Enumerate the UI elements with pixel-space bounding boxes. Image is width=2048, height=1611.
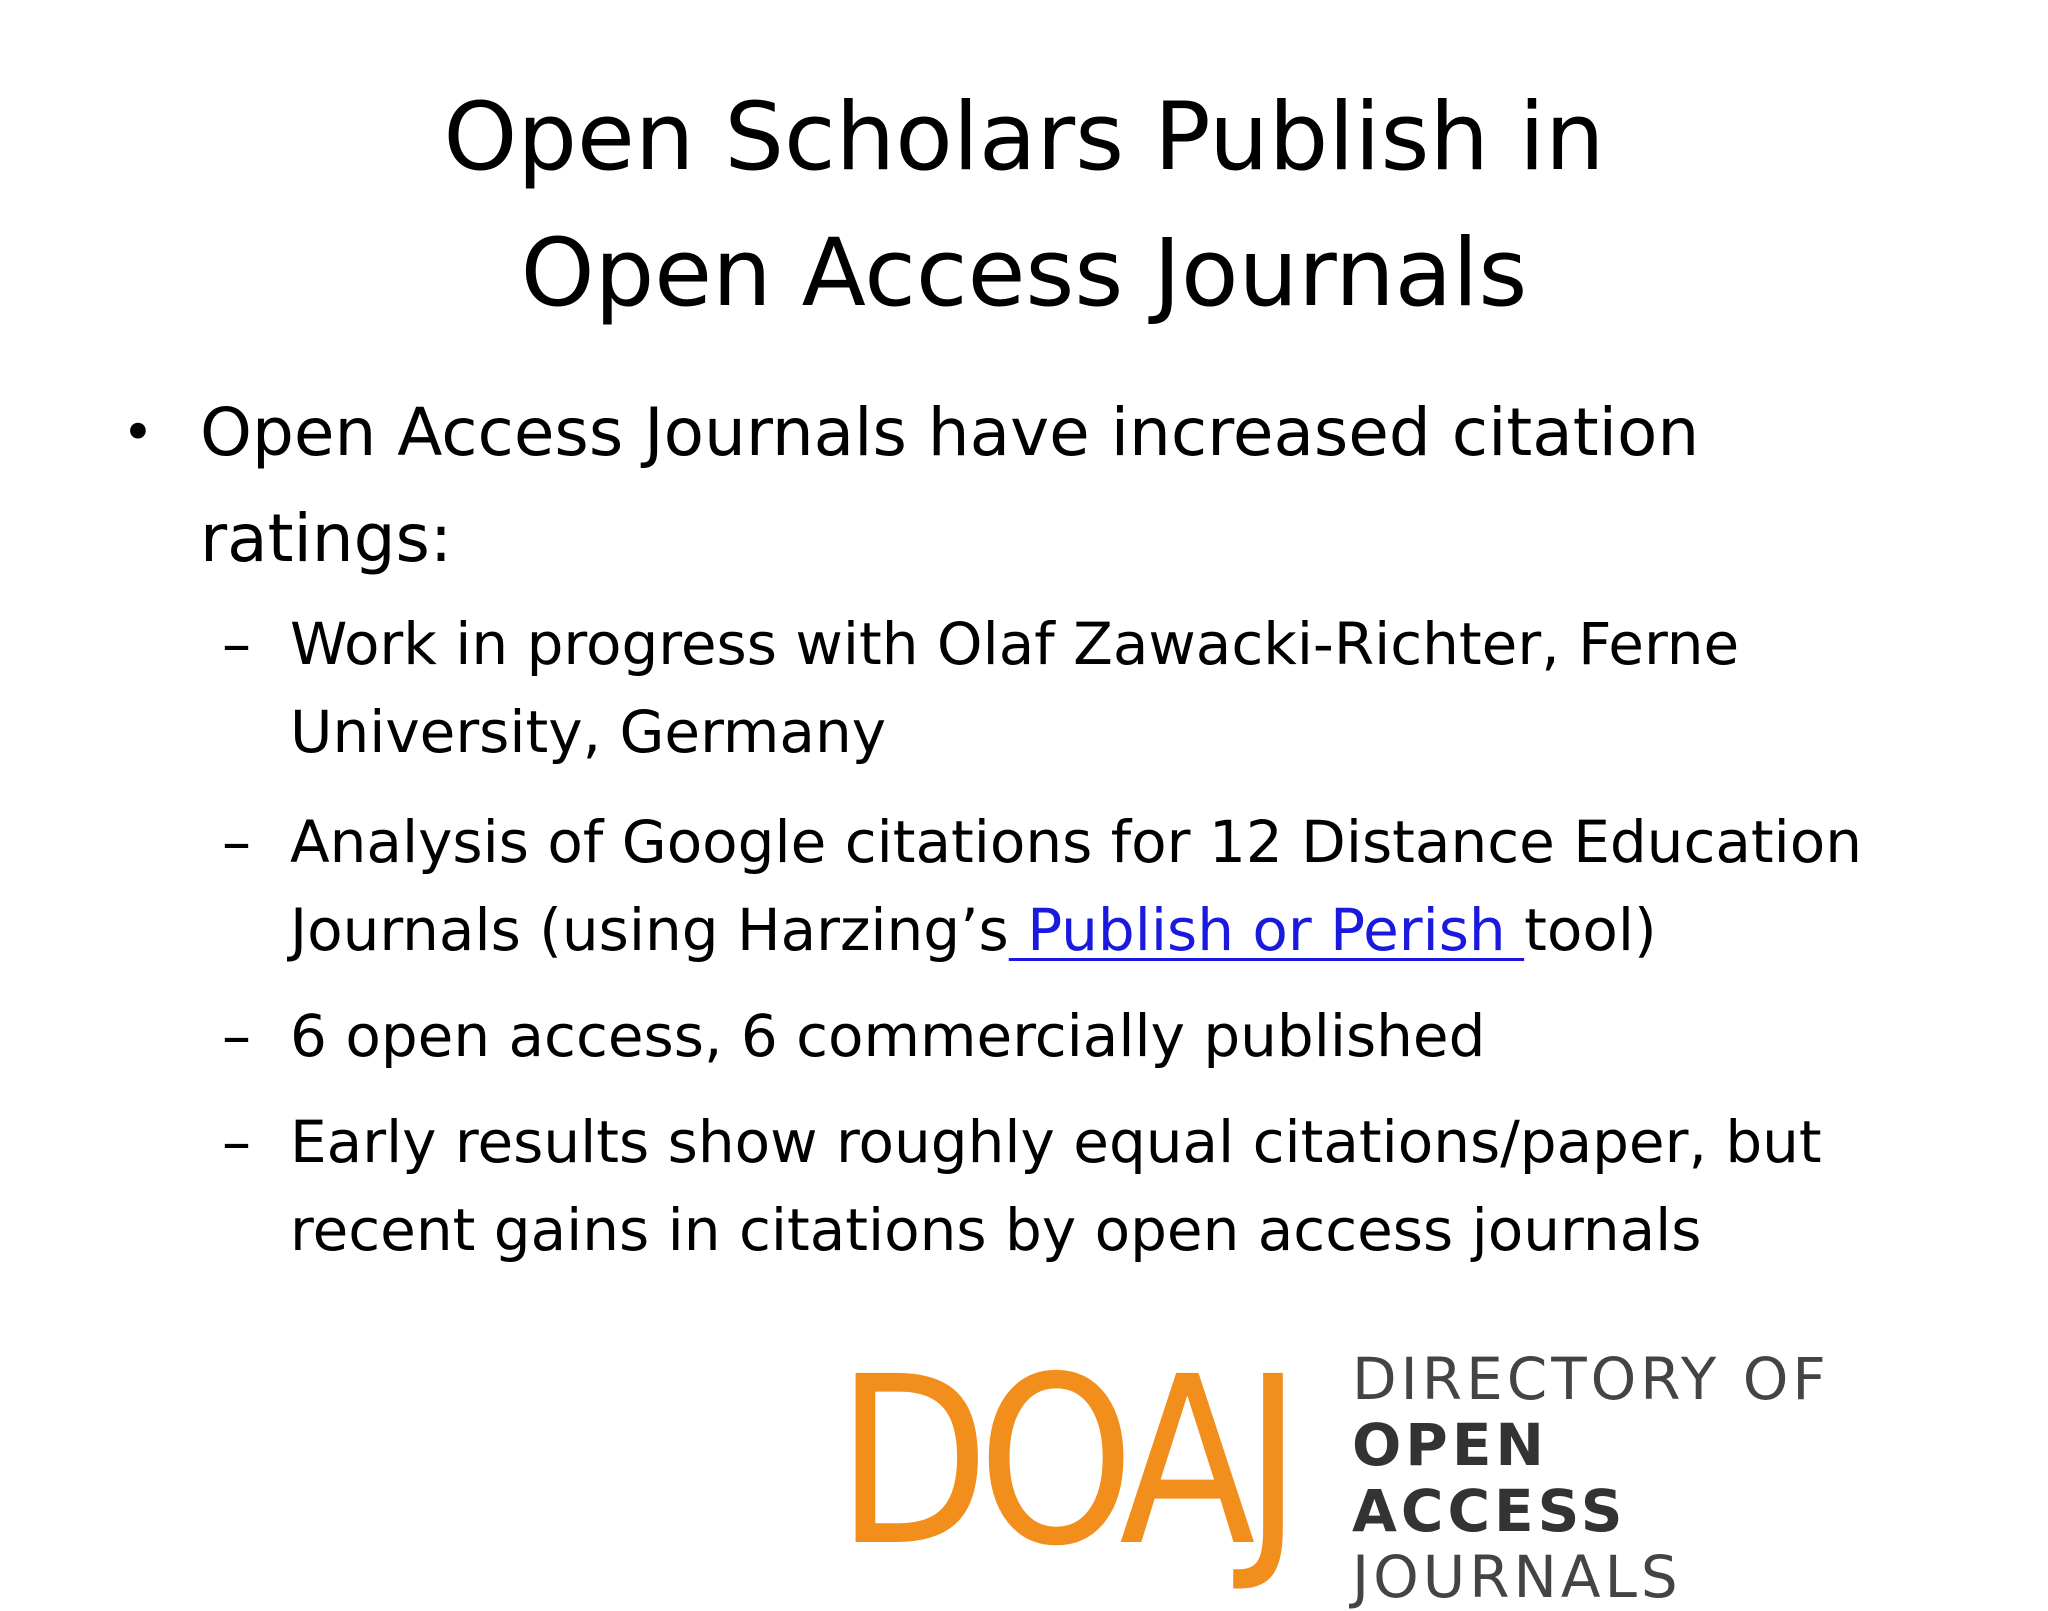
sub-bullet-open-vs-commercial bbox=[222, 992, 1990, 1080]
doaj-logo-mark: DOAJ bbox=[836, 1327, 1291, 1597]
title-line-2: Open Access Journals bbox=[520, 219, 1528, 328]
title-line-1: Open Scholars Publish in bbox=[443, 83, 1605, 192]
logo-line-directory: DIRECTORY OF bbox=[1352, 1345, 1830, 1413]
publish-or-perish-link[interactable]: Publish or Perish bbox=[1008, 896, 1525, 964]
sub-bullet-analysis bbox=[222, 798, 1990, 974]
bullet-marker: • bbox=[122, 401, 154, 464]
sub-bullet-text: 6 open access, 6 commercially published bbox=[290, 1002, 1486, 1070]
main-bullet-text: Open Access Journals have increased citation ratings: bbox=[200, 394, 1700, 577]
doaj-logo bbox=[836, 1327, 1836, 1611]
logo-line-journals: JOURNALS bbox=[1352, 1543, 1682, 1611]
sub-bullet-marker: – bbox=[222, 610, 251, 678]
sub-bullet-text: Early results show roughly equal citations/paper, but recent gains in citations by open access journals bbox=[290, 1108, 1822, 1264]
sub-bullet-marker: – bbox=[222, 808, 251, 876]
sub-bullet-text: Analysis of Google citations for 12 Distance Education Journals (using Harzing’s bbox=[290, 808, 1862, 964]
sub-bullet-text: Work in progress with Olaf Zawacki-Richter, Ferne University, Germany bbox=[290, 610, 1740, 766]
sub-bullet-early-results bbox=[222, 1098, 1990, 1274]
sub-bullet-work-in-progress bbox=[222, 600, 1990, 776]
logo-line-open-access: OPEN ACCESS bbox=[1352, 1411, 1627, 1545]
sub-bullet-marker: – bbox=[222, 1108, 251, 1176]
slide-title bbox=[0, 70, 2048, 342]
doaj-logo-text bbox=[1352, 1346, 1836, 1610]
sub-bullet-text-tail: tool) bbox=[1524, 896, 1657, 964]
sub-bullet-marker: – bbox=[222, 1002, 251, 1070]
main-bullet bbox=[122, 380, 1940, 592]
